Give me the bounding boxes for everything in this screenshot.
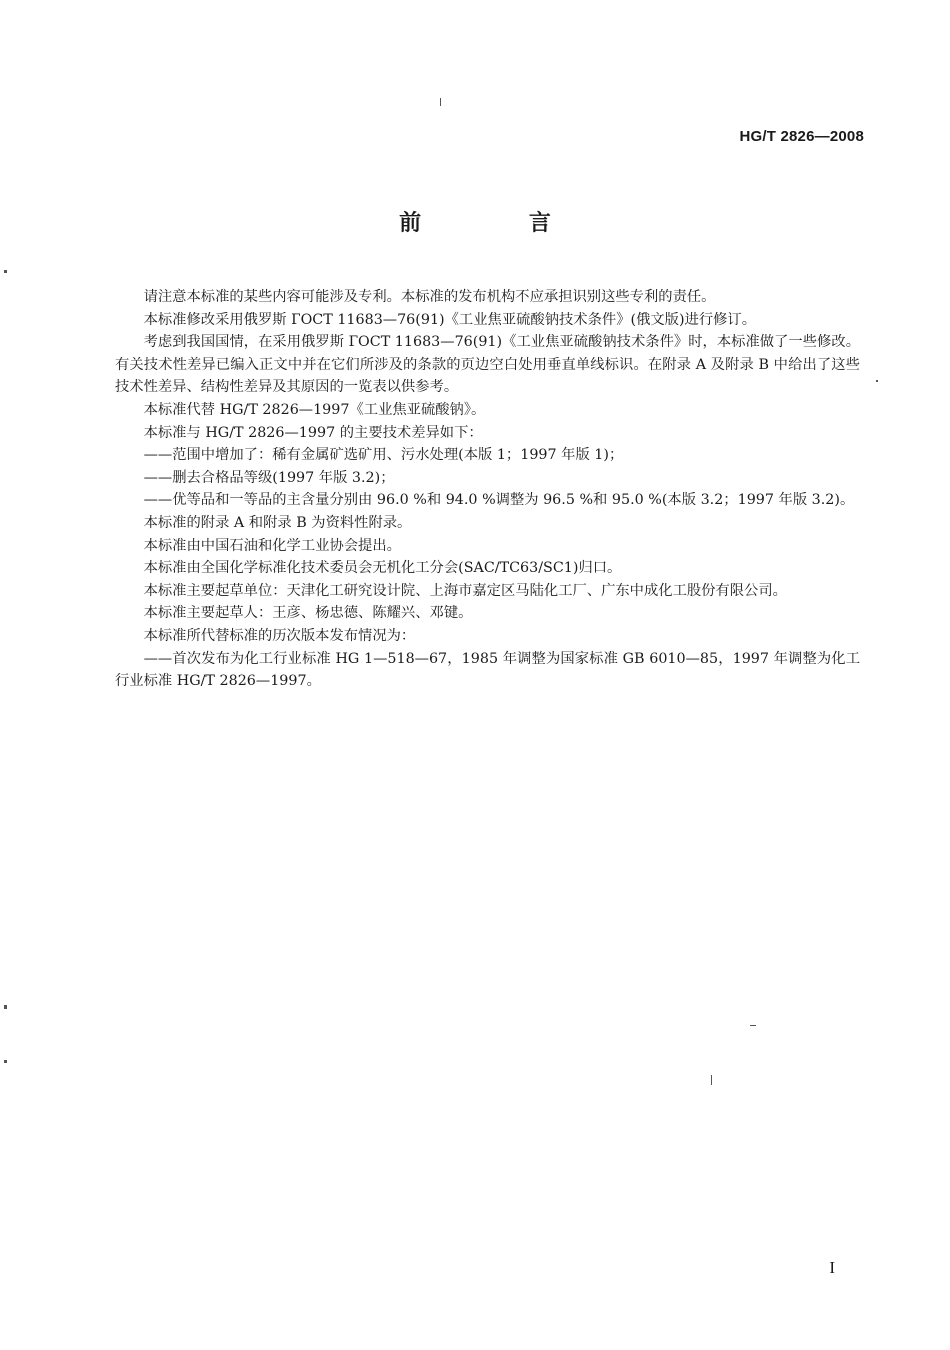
paragraph-difference-content: ——优等品和一等品的主含量分别由 96.0 %和 94.0 %调整为 96.5 %和 95.0 %(本版 3.2；1997 年版 3.2)。 xyxy=(143,492,855,509)
paragraph-committee: 本标准由全国化学标准化技术委员会无机化工分会(SAC/TC63/SC1)归口。 xyxy=(143,560,622,577)
scan-speck xyxy=(440,98,441,106)
paragraph-drafting-units: 本标准主要起草单位：天津化工研究设计院、上海市嘉定区马陆化工厂、广东中成化工股份有限公司。 xyxy=(143,582,787,599)
scan-speck xyxy=(4,270,7,273)
scan-speck xyxy=(4,1060,7,1063)
paragraph-adoption: 本标准修改采用俄罗斯 ГОСТ 11683—76(91)《工业焦亚硫酸钠技术条件》(俄文版)进行修订。 xyxy=(143,311,757,328)
scan-speck xyxy=(750,1025,756,1026)
scan-speck xyxy=(711,1075,712,1085)
paragraph-drafters: 本标准主要起草人：王彦、杨忠德、陈耀兴、邓键。 xyxy=(143,605,473,622)
paragraph-difference-grade: ——删去合格品等级(1997 年版 3.2)； xyxy=(143,469,395,486)
paragraph-difference-scope: ——范围中增加了：稀有金属矿选矿用、污水处理(本版 1；1997 年版 1)； xyxy=(143,447,624,464)
scan-speck xyxy=(876,380,878,382)
paragraph-history-intro: 本标准所代替标准的历次版本发布情况为： xyxy=(143,627,416,644)
paragraph-proposer: 本标准由中国石油和化学工业协会提出。 xyxy=(143,537,401,554)
paragraph-replaces: 本标准代替 HG/T 2826—1997《工业焦亚硫酸钠》。 xyxy=(143,401,486,418)
page-title: 前 言 xyxy=(399,211,601,236)
paragraph-annexes: 本标准的附录 A 和附录 B 为资料性附录。 xyxy=(143,514,412,531)
paragraph-history: ——首次发布为化工行业标准 HG 1—518—67，1985 年调整为国家标准 GB 6010—85，1997 年调整为化工行业标准 HG/T 2826—1997。 xyxy=(115,650,860,690)
page-number: I xyxy=(829,1258,835,1277)
foreword-body xyxy=(115,286,860,693)
paragraph-patent-notice: 请注意本标准的某些内容可能涉及专利。本标准的发布机构不应承担识别这些专利的责任。 xyxy=(143,289,716,305)
standard-code: HG/T 2826—2008 xyxy=(739,128,864,145)
scan-speck xyxy=(4,1005,7,1009)
paragraph-modifications: 考虑到我国国情，在采用俄罗斯 ГОСТ 11683—76(91)《工业焦亚硫酸钠技术条件》时，本标准做了一些修改。有关技术性差异已编入正文中并在它们所涉及的条款的页边空白处用垂直单线标识。在附录 A 及附录 B 中给出了这些技术性差异、结构性差异及其原因的一览表以供参考。 xyxy=(115,334,860,396)
paragraph-differences-intro: 本标准与 HG/T 2826—1997 的主要技术差异如下： xyxy=(143,424,483,441)
